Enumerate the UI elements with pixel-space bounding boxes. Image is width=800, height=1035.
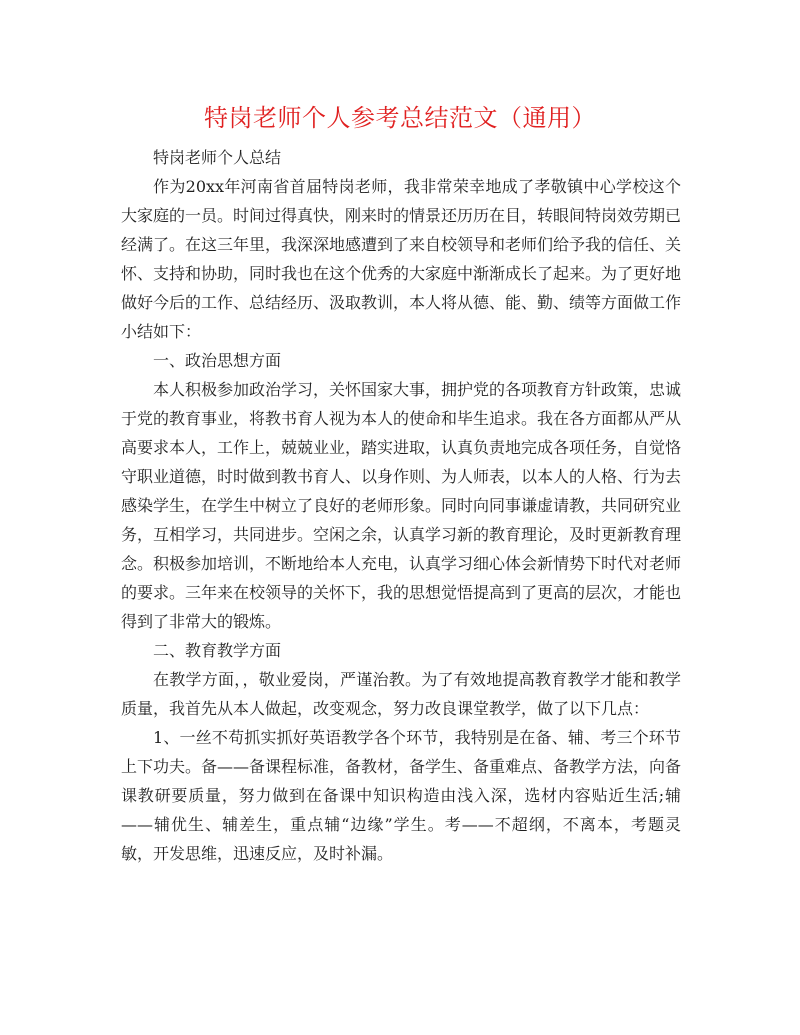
paragraph-politics: 本人积极参加政治学习，关怀国家大事，拥护党的各项教育方针政策，忠诚于党的教育事业，将教书育人视为本人的使命和毕生追求。我在各方面都从严从高要求本人，工作上，兢兢业业，踏实进取，认真负责地完成各项任务，自觉恪守职业道德，时时做到教书育人、以身作则、为人师表，以本人的人格、行为去感染学生，在学生中树立了良好的老师形象。同时向同事谦虚请教，共同研究业务，互相学习，共同进步。空闲之余，认真学习新的教育理论，及时更新教育理念。积极参加培训，不断地给本人充电，认真学习细心体会新情势下时代对老师的要求。三年来在校领导的关怀下，我的思想觉悟提高到了更高的层次，才能也得到了非常大的锻炼。 [121,380,682,631]
section-heading-teaching: 二、教育教学方面 [153,641,282,660]
paragraph-teaching: 在教学方面，，敬业爱岗，严谨治教。为了有效地提高教育教学才能和教学质量，我首先从本人做起，改变观念，努力改良课堂教学，做了以下几点： [121,670,681,718]
document-body [121,143,681,868]
document-title: 特岗老师个人参考总结范文（通用） [204,104,596,132]
section-heading-politics: 一、政治思想方面 [153,351,282,370]
paragraph-subtitle: 特岗老师个人总结 [153,148,282,167]
paragraph-point-1: 1、一丝不苟抓实抓好英语教学各个环节，我特别是在备、辅、考三个环节上下功夫。备——备课程标准，备教材，备学生、备重难点、备教学方法，向备课教研要质量，努力做到在备课中知识构造由浅入深，选材内容贴近生活;辅——辅优生、辅差生，重点辅“边缘”学生。考——不超纲，不离本，考题灵敏，开发思维，迅速反应，及时补漏。 [121,728,682,863]
paragraph-intro: 作为20xx年河南省首届特岗老师，我非常荣幸地成了孝敬镇中心学校这个大家庭的一员。时间过得真快，刚来时的情景还历历在目，转眼间特岗效劳期已经满了。在这三年里，我深深地感遭到了来自校领导和老师们给予我的信任、关怀、支持和协助，同时我也在这个优秀的大家庭中渐渐成长了起来。为了更好地做好今后的工作、总结经历、汲取教训，本人将从德、能、勤、绩等方面做工作小结如下： [121,177,682,341]
